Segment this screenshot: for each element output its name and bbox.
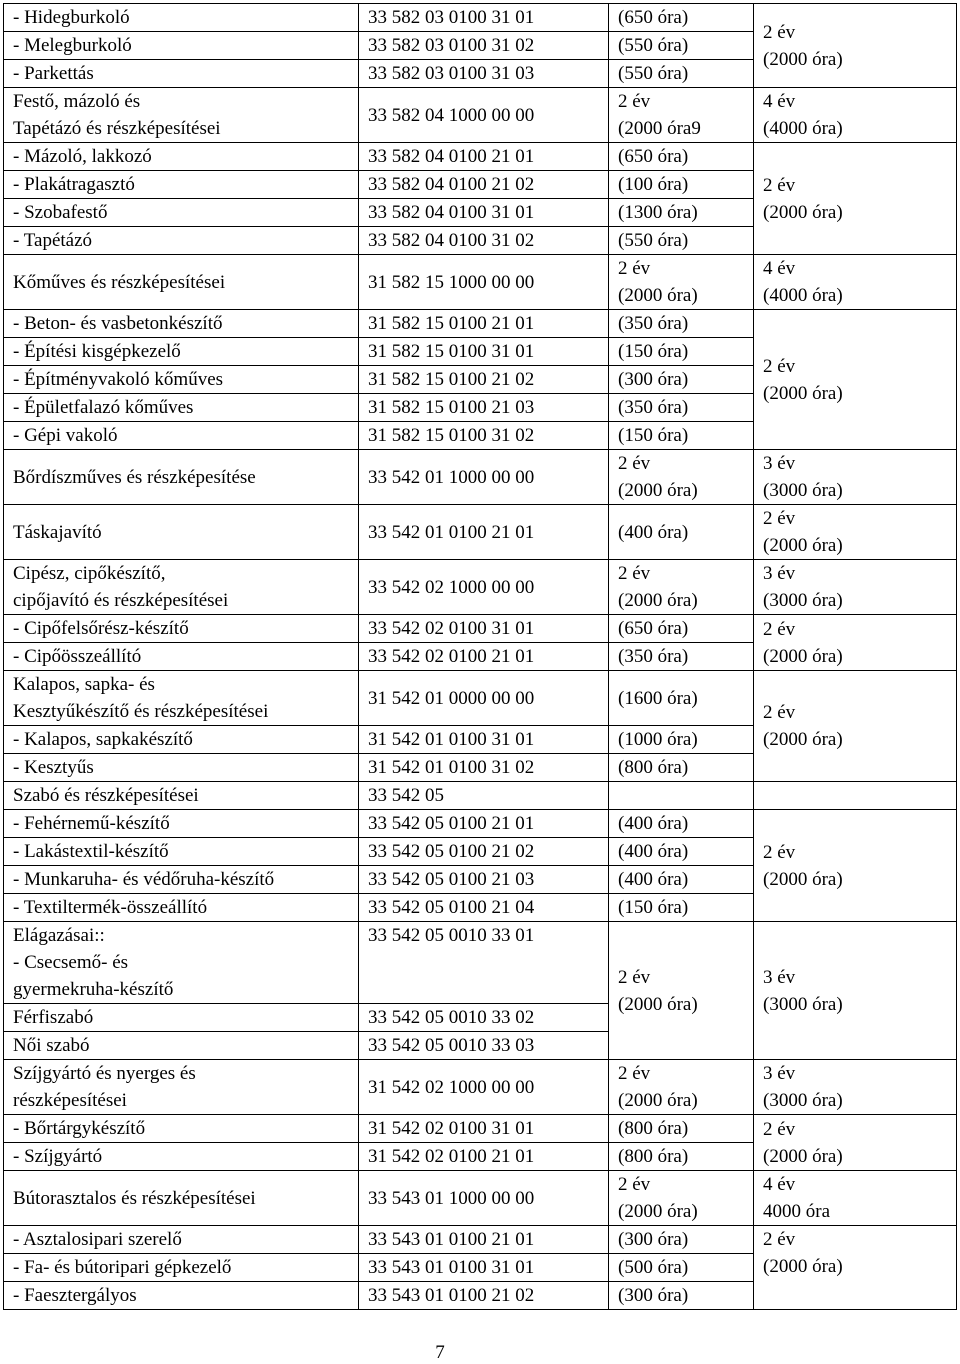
total-duration [754, 1171, 957, 1226]
table-row [4, 671, 957, 726]
qualification-name: - Mázoló, lakkozó [4, 143, 359, 171]
table-row [4, 1226, 957, 1254]
qualification-code: 33 543 01 0100 21 01 [359, 1226, 609, 1254]
total-duration [754, 615, 957, 671]
total-duration [754, 143, 957, 255]
qualification-name: - Faesztergályos [4, 1282, 359, 1310]
qualification-code: 33 582 03 0100 31 01 [359, 4, 609, 32]
total-duration [754, 505, 957, 560]
qualification-name: - Gépi vakoló [4, 422, 359, 450]
qualification-table [3, 3, 957, 1310]
cell-line: - Csecsemő- és [13, 952, 129, 973]
qualification-name: - Épületfalazó kőműves [4, 394, 359, 422]
total-duration [754, 671, 957, 782]
qualification-name [4, 671, 359, 726]
qualification-name: - Melegburkoló [4, 32, 359, 60]
table-row [4, 810, 957, 838]
cell-line: 2 év [763, 355, 796, 377]
qualification-code: 33 582 04 1000 00 00 [359, 88, 609, 143]
training-duration [609, 1171, 754, 1226]
training-duration [609, 560, 754, 615]
cell-line: 2 év [618, 258, 651, 279]
table-row [4, 4, 957, 32]
qualification-name [4, 88, 359, 143]
qualification-name: - Plakátragasztó [4, 171, 359, 199]
qualification-name: - Építményvakoló kőműves [4, 366, 359, 394]
cell-line: (2000 óra) [618, 1201, 698, 1222]
table-row [4, 1060, 957, 1115]
cell-line: (2000 óra9 [618, 118, 701, 139]
cell-line: Tapétázó és részképesítései [13, 118, 221, 139]
cell-line: (2000 óra) [618, 590, 698, 611]
training-duration: (150 óra) [609, 338, 754, 366]
qualification-code: 33 542 05 0100 21 02 [359, 838, 609, 866]
qualification-code: 31 582 15 0100 31 02 [359, 422, 609, 450]
training-duration [609, 782, 754, 810]
qualification-name: - Építési kisgépkezelő [4, 338, 359, 366]
cell-line: (2000 óra) [763, 645, 843, 667]
cell-line: 4 év [763, 91, 796, 112]
qualification-name: - Fehérnemű-készítő [4, 810, 359, 838]
cell-line: (4000 óra) [763, 118, 843, 139]
cell-line: 2 év [763, 1229, 796, 1250]
qualification-name: Bőrdíszműves és részképesítése [4, 450, 359, 505]
training-duration: (350 óra) [609, 310, 754, 338]
cell-line: 2 év [763, 1118, 796, 1140]
cell-line: gyermekruha-készítő [13, 979, 174, 1000]
cell-line: 2 év [618, 1174, 651, 1195]
qualification-code: 33 543 01 1000 00 00 [359, 1171, 609, 1226]
training-duration [609, 88, 754, 143]
qualification-code: 33 542 01 0100 21 01 [359, 505, 609, 560]
qualification-code: 31 542 01 0100 31 01 [359, 726, 609, 754]
qualification-name: - Tapétázó [4, 227, 359, 255]
qualification-code: 33 542 02 0100 31 01 [359, 615, 609, 643]
total-duration [754, 1226, 957, 1310]
qualification-name: - Szíjgyártó [4, 1143, 359, 1171]
table-row [4, 88, 957, 143]
qualification-code: 31 542 01 0000 00 00 [359, 671, 609, 726]
total-duration [754, 1115, 957, 1171]
qualification-name: - Textiltermék-összeállító [4, 894, 359, 922]
cell-line: 2 év [763, 841, 796, 863]
cell-line: Szíjgyártó és nyerges és [13, 1063, 196, 1084]
cell-line: (2000 óra) [763, 48, 843, 70]
training-duration: (350 óra) [609, 394, 754, 422]
qualification-code: 33 543 01 0100 31 01 [359, 1254, 609, 1282]
training-duration: (150 óra) [609, 894, 754, 922]
training-duration [609, 922, 754, 1060]
total-duration [754, 1060, 957, 1115]
qualification-name: Férfiszabó [4, 1004, 359, 1032]
table-row [4, 450, 957, 505]
qualification-code: 31 582 15 0100 31 01 [359, 338, 609, 366]
page-number: 7 [435, 1342, 445, 1363]
cell-line: 2 év [763, 618, 796, 640]
cell-line: (2000 óra) [618, 480, 698, 501]
qualification-name: Kőműves és részképesítései [4, 255, 359, 310]
total-duration [754, 4, 957, 88]
table-row [4, 143, 957, 171]
qualification-code: 33 542 05 0100 21 01 [359, 810, 609, 838]
cell-line: (2000 óra) [618, 993, 698, 1015]
cell-line: 2 év [618, 91, 651, 112]
total-duration [754, 810, 957, 922]
qualification-code: 33 542 02 1000 00 00 [359, 560, 609, 615]
training-duration: (300 óra) [609, 366, 754, 394]
cell-line: 4 év [763, 258, 796, 279]
cell-line: 4 év [763, 1174, 796, 1195]
training-duration: (400 óra) [609, 866, 754, 894]
qualification-name: - Cipőösszeállító [4, 643, 359, 671]
total-duration [754, 922, 957, 1060]
training-duration: (1600 óra) [609, 671, 754, 726]
cell-line: 2 év [618, 1063, 651, 1084]
cell-line: (3000 óra) [763, 590, 843, 611]
qualification-name: - Asztalosipari szerelő [4, 1226, 359, 1254]
training-duration: (150 óra) [609, 422, 754, 450]
training-duration: (550 óra) [609, 60, 754, 88]
cell-line: 2 év [618, 966, 651, 988]
total-duration [754, 560, 957, 615]
training-duration: (300 óra) [609, 1226, 754, 1254]
training-duration: (800 óra) [609, 1143, 754, 1171]
qualification-code: 33 582 04 0100 31 02 [359, 227, 609, 255]
cell-line: (2000 óra) [618, 1090, 698, 1111]
qualification-code: 33 542 05 0010 33 02 [359, 1004, 609, 1032]
qualification-name: - Bőrtárgykészítő [4, 1115, 359, 1143]
cell-line: (2000 óra) [618, 285, 698, 306]
qualification-code: 33 582 04 0100 21 01 [359, 143, 609, 171]
qualification-name: Szabó és részképesítései [4, 782, 359, 810]
cell-line: (2000 óra) [763, 201, 843, 223]
cell-line: 2 év [763, 508, 796, 529]
cell-line: 2 év [763, 702, 796, 723]
qualification-code: 31 582 15 0100 21 03 [359, 394, 609, 422]
qualification-code: 33 542 02 0100 21 01 [359, 643, 609, 671]
qualification-name [4, 1060, 359, 1115]
table-row [4, 922, 957, 1004]
training-duration: (350 óra) [609, 643, 754, 671]
cell-line: 3 év [763, 563, 796, 584]
qualification-code: 33 582 04 0100 21 02 [359, 171, 609, 199]
training-duration [609, 1060, 754, 1115]
cell-line: 2 év [618, 453, 651, 474]
table-row [4, 1115, 957, 1143]
qualification-name: Női szabó [4, 1032, 359, 1060]
training-duration: (400 óra) [609, 838, 754, 866]
cell-line: (3000 óra) [763, 1090, 843, 1111]
training-duration: (550 óra) [609, 32, 754, 60]
training-duration: (650 óra) [609, 4, 754, 32]
cell-line: (2000 óra) [763, 382, 843, 404]
qualification-code: 33 582 03 0100 31 02 [359, 32, 609, 60]
cell-line: (2000 óra) [763, 729, 843, 750]
qualification-code: 31 582 15 0100 21 02 [359, 366, 609, 394]
cell-line: (2000 óra) [763, 1256, 843, 1277]
qualification-code: 31 542 01 0100 31 02 [359, 754, 609, 782]
cell-line: 3 év [763, 453, 796, 474]
table-row [4, 560, 957, 615]
cell-line: Kesztyűkészítő és részképesítései [13, 701, 269, 722]
qualification-code: 33 542 05 [359, 782, 609, 810]
table-row [4, 615, 957, 643]
qualification-code: 31 582 15 1000 00 00 [359, 255, 609, 310]
training-duration: (650 óra) [609, 143, 754, 171]
qualification-name: - Fa- és bútoripari gépkezelő [4, 1254, 359, 1282]
qualification-code: 31 542 02 1000 00 00 [359, 1060, 609, 1115]
training-duration [609, 255, 754, 310]
cell-line: (3000 óra) [763, 480, 843, 501]
cell-line: Kalapos, sapka- és [13, 674, 155, 695]
qualification-code: 33 582 03 0100 31 03 [359, 60, 609, 88]
qualification-name: - Kesztyűs [4, 754, 359, 782]
total-duration [754, 450, 957, 505]
qualification-name [4, 922, 359, 1004]
cell-line: (3000 óra) [763, 993, 843, 1015]
training-duration: (650 óra) [609, 615, 754, 643]
qualification-code: 33 582 04 0100 31 01 [359, 199, 609, 227]
training-duration: (500 óra) [609, 1254, 754, 1282]
qualification-code: 33 542 05 0010 33 03 [359, 1032, 609, 1060]
qualification-code: 33 542 01 1000 00 00 [359, 450, 609, 505]
cell-line: cipőjavító és részképesítései [13, 590, 229, 611]
cell-line: (4000 óra) [763, 285, 843, 306]
training-duration: (800 óra) [609, 754, 754, 782]
qualification-name: - Munkaruha- és védőruha-készítő [4, 866, 359, 894]
qualification-code: 33 542 05 0100 21 03 [359, 866, 609, 894]
cell-line: (2000 óra) [763, 1145, 843, 1167]
total-duration [754, 88, 957, 143]
cell-line: 4000 óra [763, 1201, 831, 1222]
qualification-name: Táskajavító [4, 505, 359, 560]
cell-line: 2 év [763, 174, 796, 196]
training-duration: (1300 óra) [609, 199, 754, 227]
training-duration: (400 óra) [609, 810, 754, 838]
cell-line: Cipész, cipőkészítő, [13, 563, 166, 584]
cell-line: (2000 óra) [763, 535, 843, 556]
qualification-name: - Parkettás [4, 60, 359, 88]
total-duration [754, 255, 957, 310]
qualification-code: 33 542 05 0100 21 04 [359, 894, 609, 922]
qualification-code: 31 582 15 0100 21 01 [359, 310, 609, 338]
qualification-name: - Kalapos, sapkakészítő [4, 726, 359, 754]
training-duration: (1000 óra) [609, 726, 754, 754]
training-duration [609, 450, 754, 505]
training-duration: (400 óra) [609, 505, 754, 560]
qualification-name [4, 560, 359, 615]
qualification-name: - Szobafestő [4, 199, 359, 227]
table-row [4, 1171, 957, 1226]
training-duration: (100 óra) [609, 171, 754, 199]
cell-line: 2 év [618, 563, 651, 584]
cell-line: 3 év [763, 966, 796, 988]
cell-line: Festő, mázoló és [13, 91, 141, 112]
table-row [4, 310, 957, 338]
qualification-name: Bútorasztalos és részképesítései [4, 1171, 359, 1226]
cell-line: 2 év [763, 21, 796, 43]
table-row [4, 255, 957, 310]
total-duration [754, 782, 957, 810]
cell-line: Elágazásai:: [13, 925, 105, 946]
table-row [4, 782, 957, 810]
qualification-code: 31 542 02 0100 31 01 [359, 1115, 609, 1143]
total-duration [754, 310, 957, 450]
qualification-name: - Cipőfelsőrész-készítő [4, 615, 359, 643]
qualification-name: - Hidegburkoló [4, 4, 359, 32]
qualification-name: - Lakástextil-készítő [4, 838, 359, 866]
table-row [4, 505, 957, 560]
qualification-code: 33 543 01 0100 21 02 [359, 1282, 609, 1310]
training-duration: (800 óra) [609, 1115, 754, 1143]
training-duration: (550 óra) [609, 227, 754, 255]
qualification-name: - Beton- és vasbetonkészítő [4, 310, 359, 338]
training-duration: (300 óra) [609, 1282, 754, 1310]
qualification-code: 31 542 02 0100 21 01 [359, 1143, 609, 1171]
cell-line: 3 év [763, 1063, 796, 1084]
cell-line: részképesítései [13, 1090, 127, 1111]
qualification-code: 33 542 05 0010 33 01 [359, 922, 609, 1004]
cell-line: (2000 óra) [763, 868, 843, 890]
